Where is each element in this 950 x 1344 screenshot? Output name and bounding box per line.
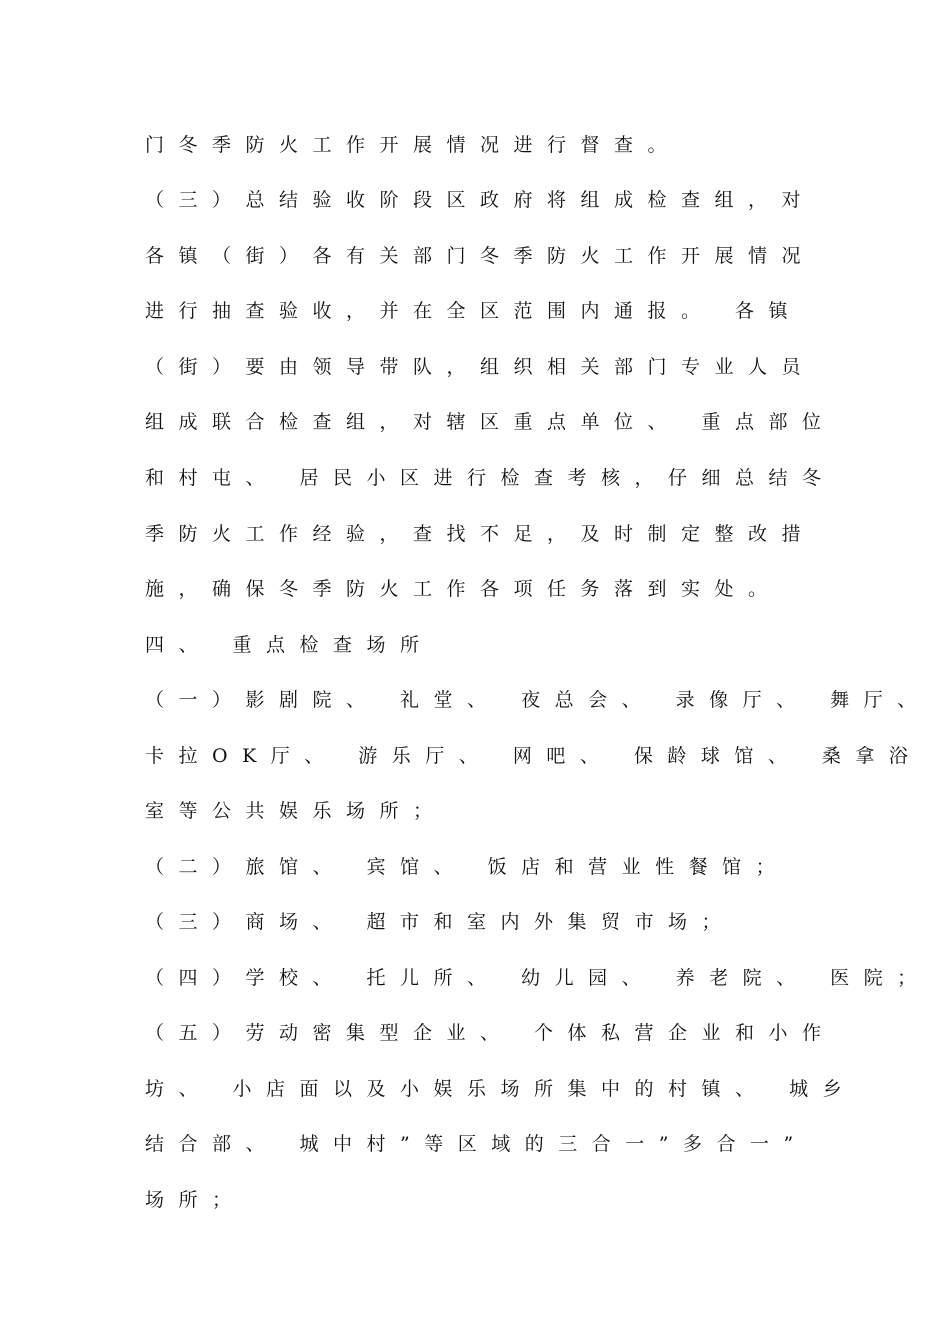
text-line-11: （一）影剧院、 礼堂、 夜总会、 录像厅、 舞厅、 (145, 689, 931, 711)
text-line-3: 各镇（街）各有关部门冬季防火工作开展情况 (145, 245, 816, 267)
text-line-14: （二）旅馆、 宾馆、 饭店和营业性餐馆； (145, 856, 790, 878)
text-line-20: 场所； (145, 1189, 246, 1211)
text-line-16: （四）学校、 托儿所、 幼儿园、 养老院、 医院； (145, 967, 931, 989)
text-line-17: （五）劳动密集型企业、 个体私营企业和小作 (145, 1022, 836, 1044)
text-line-7: 和村屯、 居民小区进行检查考核，仔细总结冬 (145, 467, 836, 489)
section-heading: 四、 重点检查场所 (145, 634, 434, 656)
text-line-13: 室等公共娱乐场所； (145, 800, 447, 822)
text-line-15: （三）商场、 超市和室内外集贸市场； (145, 911, 736, 933)
text-line-12: 卡拉OK厅、 游乐厅、 网吧、 保龄球馆、 桑拿浴 (145, 745, 923, 767)
text-line-9: 施，确保冬季防火工作各项任务落到实处。 (145, 578, 782, 600)
text-line-8: 季防火工作经验，查找不足，及时制定整改措 (145, 523, 816, 545)
text-line-1: 门冬季防火工作开展情况进行督查。 (145, 134, 682, 156)
text-line-2: （三）总结验收阶段区政府将组成检查组，对 (145, 189, 816, 211)
text-line-6: 组成联合检查组，对辖区重点单位、 重点部位 (145, 411, 836, 433)
text-line-5: （街）要由领导带队，组织相关部门专业人员 (145, 356, 816, 378)
text-line-19: 结合部、 城中村”等区域的三合一”多合一” (145, 1133, 808, 1155)
text-line-18: 坊、 小店面以及小娱乐场所集中的村镇、 城乡 (145, 1078, 857, 1100)
text-line-4: 进行抽查验收，并在全区范围内通报。 各镇 (145, 300, 803, 322)
